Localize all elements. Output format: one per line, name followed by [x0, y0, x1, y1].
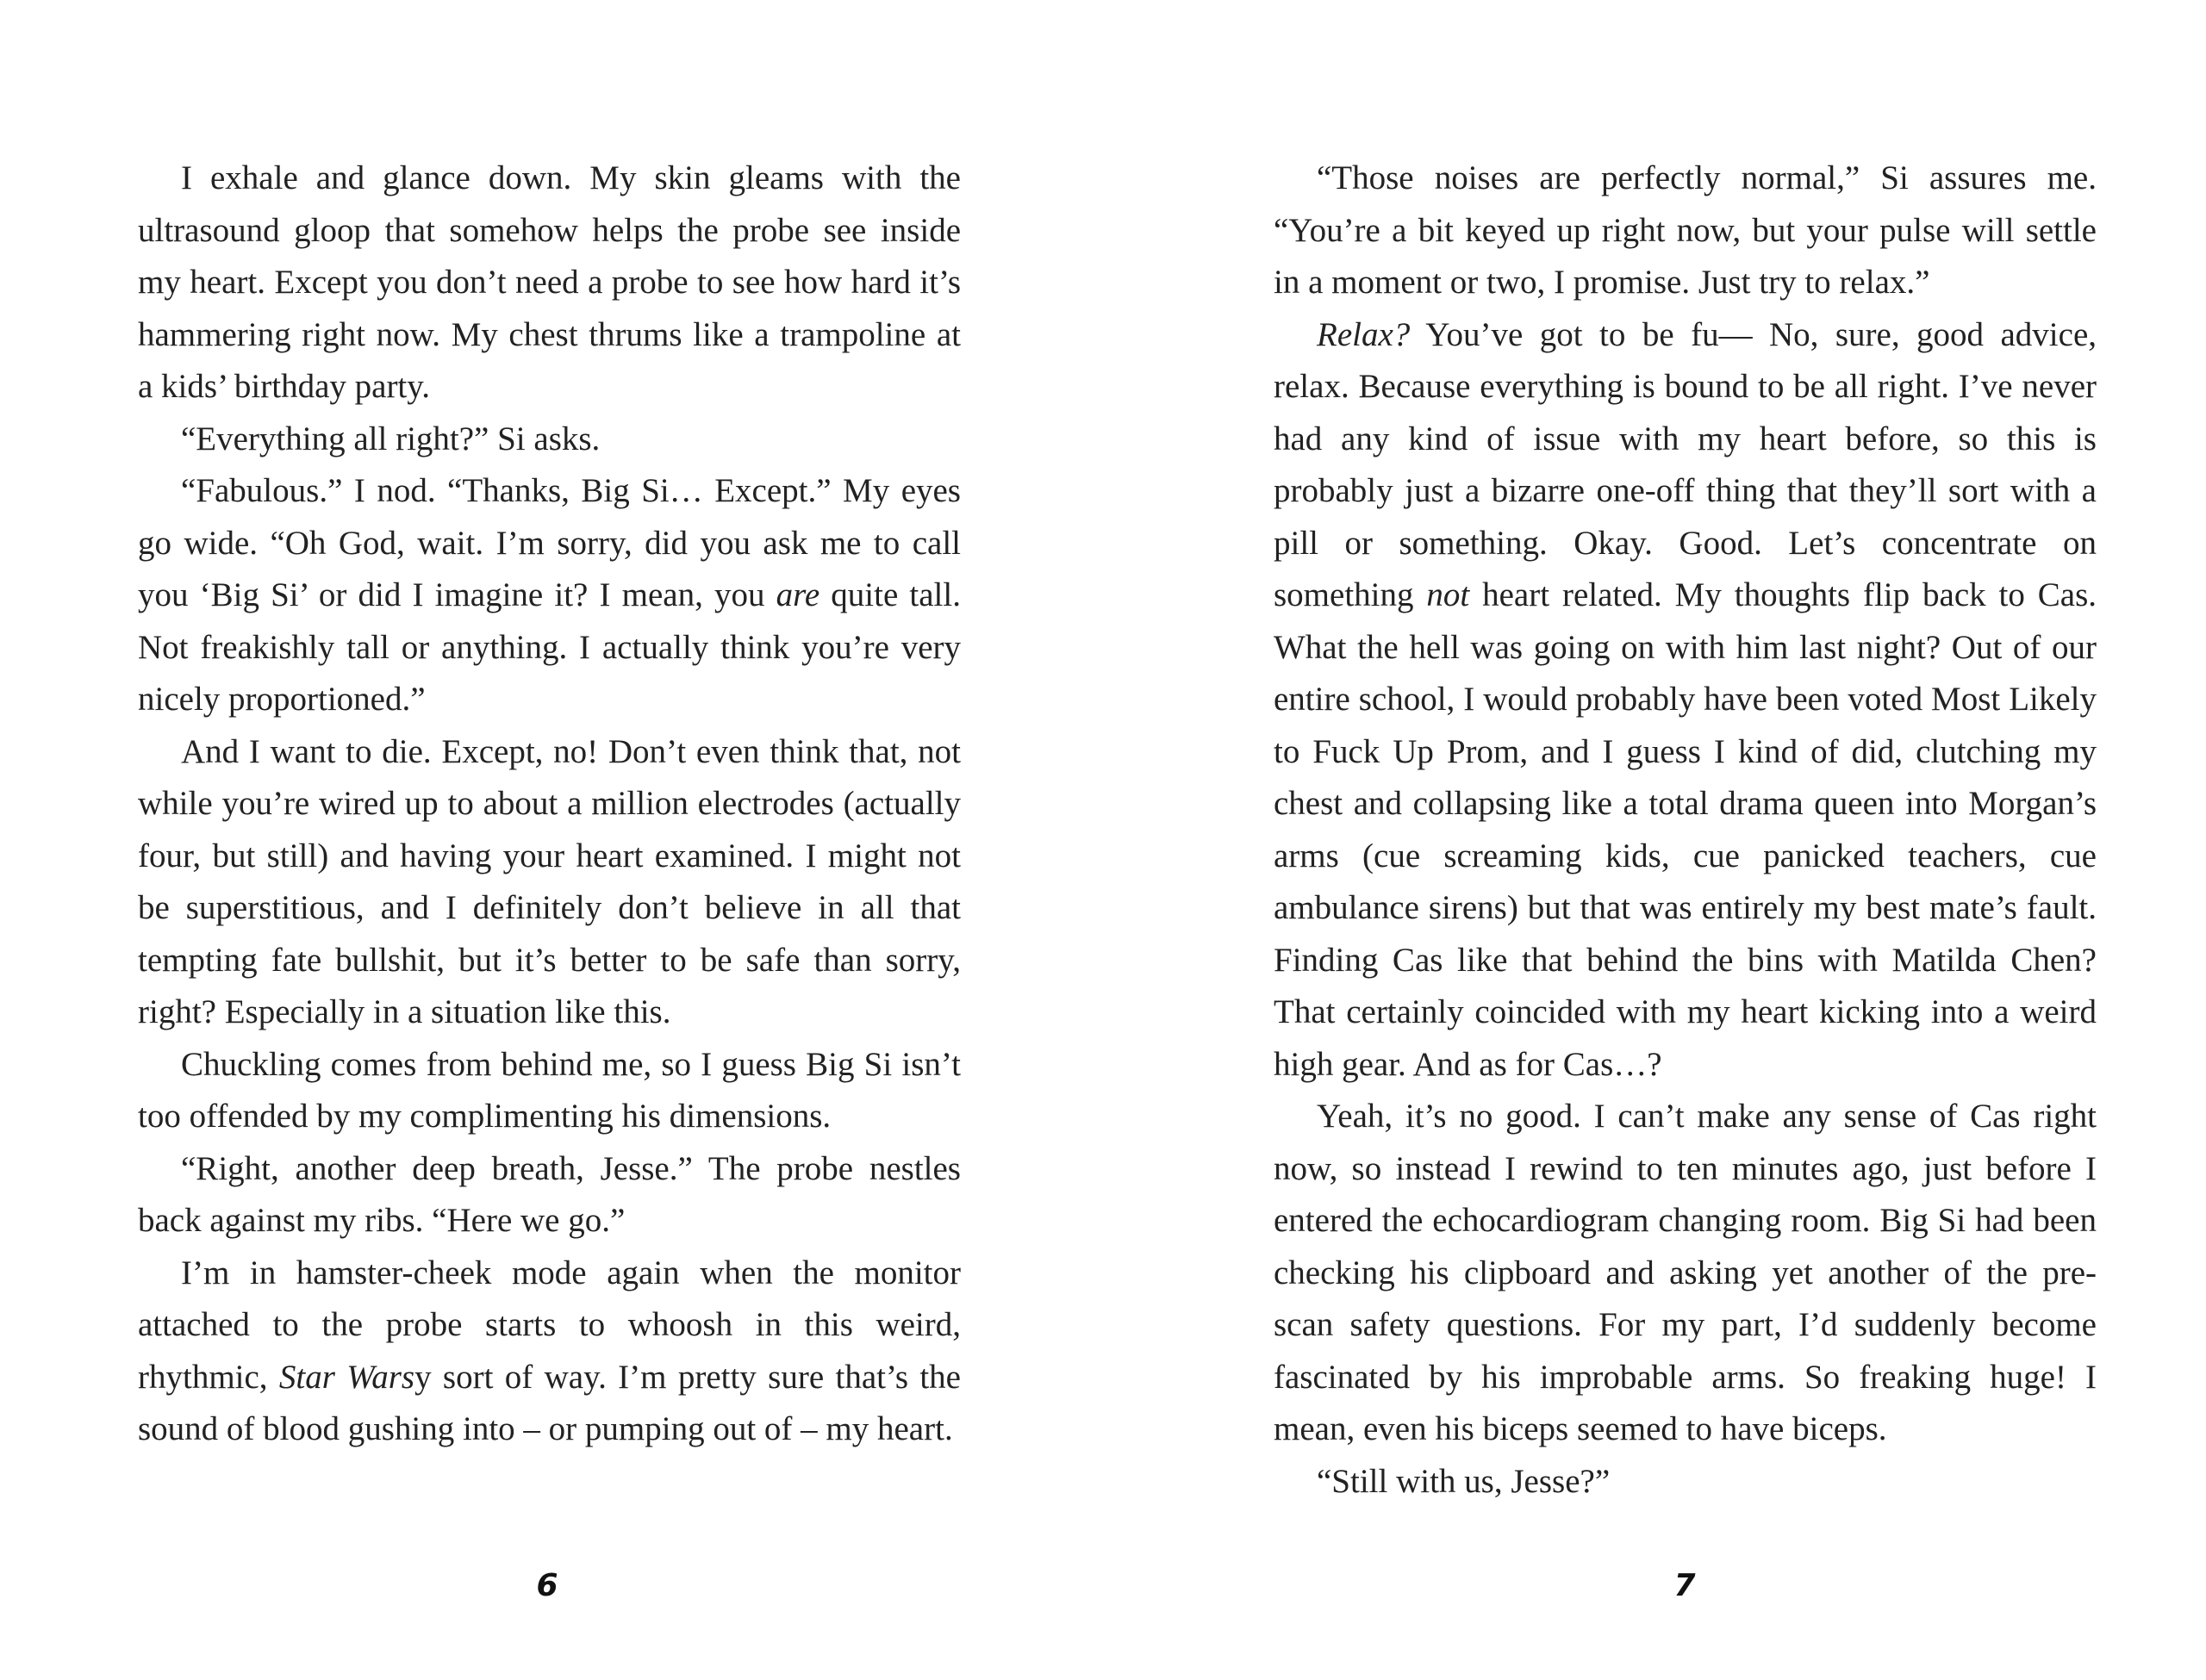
- paragraph: [1274, 152, 2097, 309]
- text-run: Yeah, it’s no good. I can’t make any sense of Cas right now, so instead I rewind to ten minutes ago, just before I entered the echocardiogram changing room. Big Si had been checking his clipboard and asking yet another of the pre-scan safety questions. For my part, I’d suddenly become fascinated by his improbable arms. So freaking huge! I mean, even his biceps seemed to have biceps.: [1274, 1098, 2097, 1447]
- italic-text: Star Wars: [278, 1358, 415, 1396]
- paragraph: [138, 726, 961, 1039]
- text-run: “Right, another deep breath, Jesse.” The probe nestles back against my ribs. “Here we go.”: [138, 1149, 961, 1239]
- paragraph: [138, 414, 961, 466]
- text-run: “Still with us, Jesse?”: [1317, 1462, 1611, 1500]
- paragraph: [1274, 309, 2097, 1092]
- paragraph: [138, 465, 961, 726]
- paragraph: [1274, 1091, 2097, 1456]
- right-page: [1103, 0, 2206, 1680]
- text-run: Chuckling comes from behind me, so I guess Big Si isn’t too offended by my complimenting his dimensions.: [138, 1045, 961, 1135]
- text-run: heart related. My thoughts flip back to Cas. What the hell was going on with him last night? Out of our entire school, I would probably have been voted Most Likely to Fuck Up Prom, and I guess I kind of did, clutching my chest and collapsing like a total drama queen into Morgan’s arms (cue screaming kids, cue panicked teachers, cue ambulance sirens) but that was entirely my best mate’s fault. Finding Cas like that behind the bins with Matilda Chen? That certainly coincided with my heart kicking into a weird high gear. And as for Cas…?: [1274, 576, 2097, 1083]
- right-page-text: [1274, 152, 2097, 1508]
- text-run: I exhale and glance down. My skin gleams with the ultrasound gloop that somehow helps the probe see inside my heart. Except you don’t need a probe to see how hard it’s hammering right now. My chest thrums like a trampoline at a kids’ birthday party.: [138, 159, 961, 405]
- text-run: “Fabulous.” I nod. “Thanks, Big Si… Except.” My eyes go wide. “Oh God, wait. I’m sorry, did you ask me to call you ‘Big Si’ or did I imagine it? I mean, you: [138, 472, 961, 613]
- text-run: quite tall. Not freakishly tall or anything. I actually think you’re very nicely proportioned.”: [138, 576, 961, 718]
- paragraph: [138, 1039, 961, 1143]
- page-number: 6: [536, 1568, 558, 1603]
- page-number: 7: [1673, 1568, 1696, 1603]
- text-run: y sort of way. I’m pretty sure that’s the sound of blood gushing into – or pumping out of – my heart.: [138, 1358, 961, 1447]
- paragraph: [138, 1248, 961, 1456]
- paragraph: [1274, 1456, 2097, 1509]
- paragraph: [138, 152, 961, 414]
- text-run: “Those noises are perfectly normal,” Si assures me. “You’re a bit keyed up right now, but your pulse will settle in a moment or two, I promise. Just try to relax.”: [1274, 159, 2097, 301]
- left-page-text: [138, 152, 961, 1456]
- text-run: You’ve got to be fu— No, sure, good advice, relax. Because everything is bound to be all right. I’ve never had any kind of issue with my heart before, so this is probably just a bizarre one-off thing that they’ll sort with a pill or something. Okay. Good. Let’s concentrate on something: [1274, 315, 2097, 613]
- text-run: “Everything all right?” Si asks.: [181, 420, 601, 457]
- italic-text: Relax?: [1317, 315, 1411, 353]
- italic-text: not: [1426, 576, 1470, 613]
- italic-text: are: [776, 576, 820, 613]
- text-run: And I want to die. Except, no! Don’t even think that, not while you’re wired up to about a million electrodes (actually four, but still) and having your heart examined. I might not be superstitious, and I definitely don’t believe in all that tempting fate bullshit, but it’s better to be safe than sorry, right? Especially in a situation like this.: [138, 732, 961, 1030]
- text-run: I’m in hamster-cheek mode again when the monitor attached to the probe starts to whoosh in this weird, rhythmic,: [138, 1254, 961, 1396]
- paragraph: [138, 1143, 961, 1248]
